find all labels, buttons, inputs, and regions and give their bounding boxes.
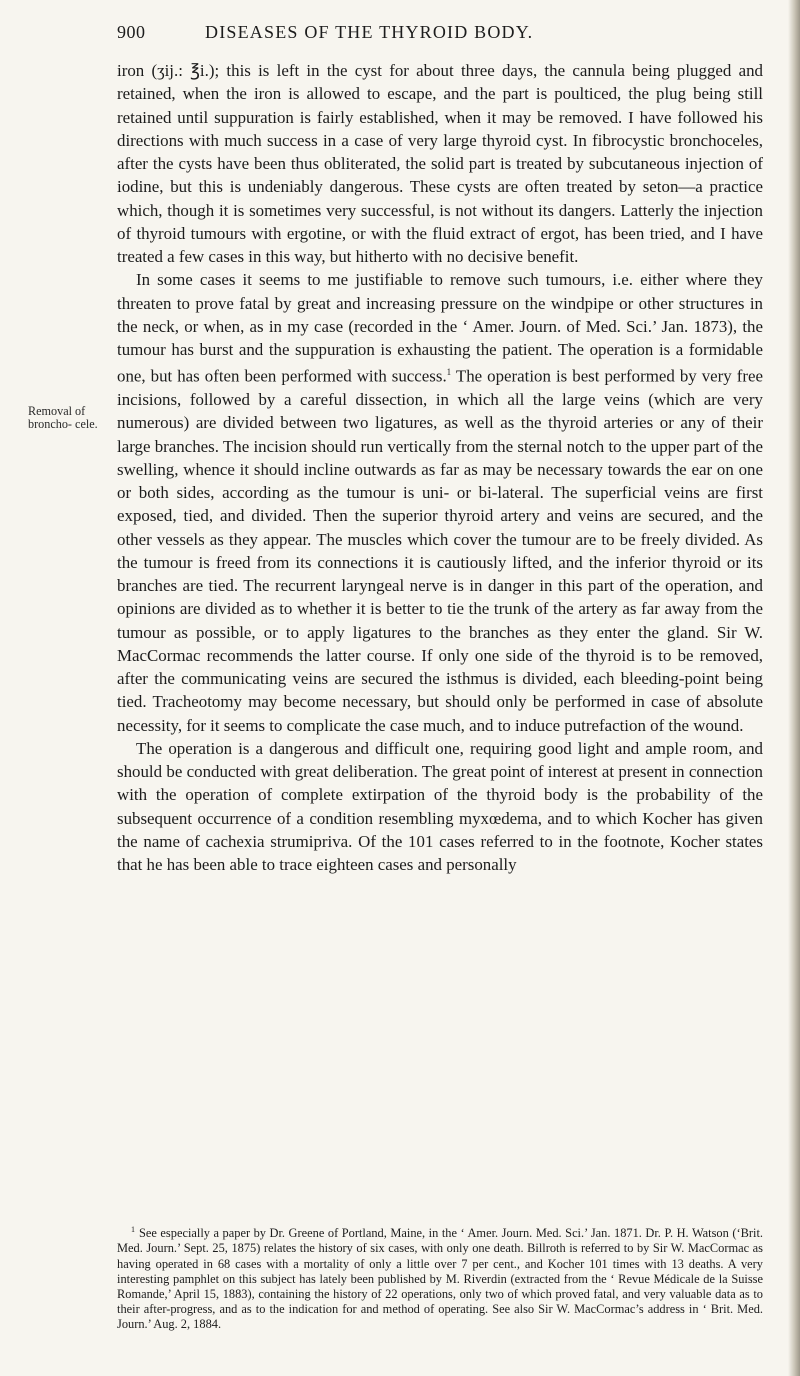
main-text bbox=[117, 59, 763, 876]
footnote-block bbox=[117, 1222, 763, 1333]
page-header bbox=[0, 22, 800, 52]
margin-note: Removal of broncho- cele. bbox=[28, 404, 98, 431]
paragraph-operation: The operation is a dangerous and difficult one, requiring good light and ample room, and should be conducted with great deliberation. The great point of interest at present in connection with the operation of complete extirpation of the thyroid body is the probability of the subsequent occurrence of a condition resembling myxœdema, and to which Kocher has given the name of cachexia strumipriva. Of the 101 cases referred to in the footnote, Kocher states that he has been able to trace eighteen cases and personally bbox=[117, 738, 763, 875]
footnote-mark: 1 bbox=[131, 1225, 135, 1234]
running-title: DISEASES OF THE THYROID BODY. bbox=[205, 22, 534, 42]
paragraph-removal bbox=[117, 268, 763, 737]
paragraph-removal-part1: In some cases it seems to me justifiable to remove such tumours, i.e. either where they threaten to prove fatal by great and increasing pressure on the windpipe or other structures in the neck, or when, as in my case (recorded in the ‘ Amer. Journ. of Med. Sci.’ Jan. 1873), the tumour has burst and the suppuration is exhausting the patient. The operation is a formidable one, but has often been performed with success. bbox=[117, 270, 763, 386]
footnote-text: See especially a paper by Dr. Greene of Portland, Maine, in the ‘ Amer. Journ. Med. Sci.’ Jan. 1871. Dr. P. H. Watson (‘Brit. Med. Journ.’ Sept. 25, 1875) relates the history of six cases, with only one death. Billroth is referred to by Sir W. MacCormac as having operated in 68 cases with a mortality of only a little over 7 per cent., and Kocher 101 times with 13 deaths. A very interesting pamphlet on this subject has lately been published by M. Riverdin (extracted from the ‘ Revue Médicale de la Suisse Romande,’ April 15, 1883), containing the history of 22 operations, only two of which proved fatal, and very valuable data as to their after-progress, and as to the indication for and method of operating. See also Sir W. MacCormac’s address in ‘ Brit. Med. Journ.’ Aug. 2, 1884. bbox=[117, 1226, 763, 1332]
footnote-reference[interactable]: 1 bbox=[446, 367, 452, 378]
page-edge-shadow bbox=[788, 0, 800, 1376]
page-number: 900 bbox=[117, 22, 146, 42]
paragraph-continued: iron (ʒij.: ℥i.); this is left in the cyst for about three days, the cannula being plugged and retained, when the iron is allowed to escape, and the part is poulticed, the plug being still retained until suppuration is fairly established, when it may be removed. I have followed his directions with much success in a case of very large thyroid cyst. In fibrocystic bronchoceles, after the cysts have been thus obliterated, the solid part is treated by subcutaneous injection of iodine, but this is undeniably dangerous. These cysts are often treated by seton—a practice which, though it is sometimes very successful, is not without its dangers. Latterly the injection of thyroid tumours with ergotine, or with the fluid extract of ergot, has been tried, and I have treated a few cases in this way, but hitherto with no decisive benefit. bbox=[117, 61, 763, 266]
paragraph-removal-part2: The operation is best performed by very free incisions, followed by a careful dissection, in which all the large veins (which are very numerous) are divided between two ligatures, as well as the thyroid arteries or any of their large branches. The incision should run vertically from the sternal notch to the upper part of the swelling, whence it should incline outwards as far as may be necessary towards the ear on one or both sides, according as the tumour is uni- or bi-lateral. The superficial veins are first exposed, tied, and divided. Then the superior thyroid artery and veins are secured, and the other vessels as they appear. The muscles which cover the tumour are to be freely divided. As the tumour is freed from its connections it is cautiously lifted, and the inferior thyroid or its branches are tied. The recurrent laryngeal nerve is in danger in this part of the operation, and opinions are divided as to whether it is better to tie the trunk of the artery as far away from the tumour as possible, or to apply ligatures to the branches as they enter the gland. Sir W. MacCormac recommends the latter course. If only one side of the thyroid is to be removed, after the communicating veins are secured the isthmus is divided, each bleeding-point being tied. Tracheotomy may become necessary, but should only be performed in case of absolute necessity, for it seems to complicate the case much, and to induce putrefaction of the wound. bbox=[117, 366, 764, 735]
footnote bbox=[117, 1222, 763, 1333]
